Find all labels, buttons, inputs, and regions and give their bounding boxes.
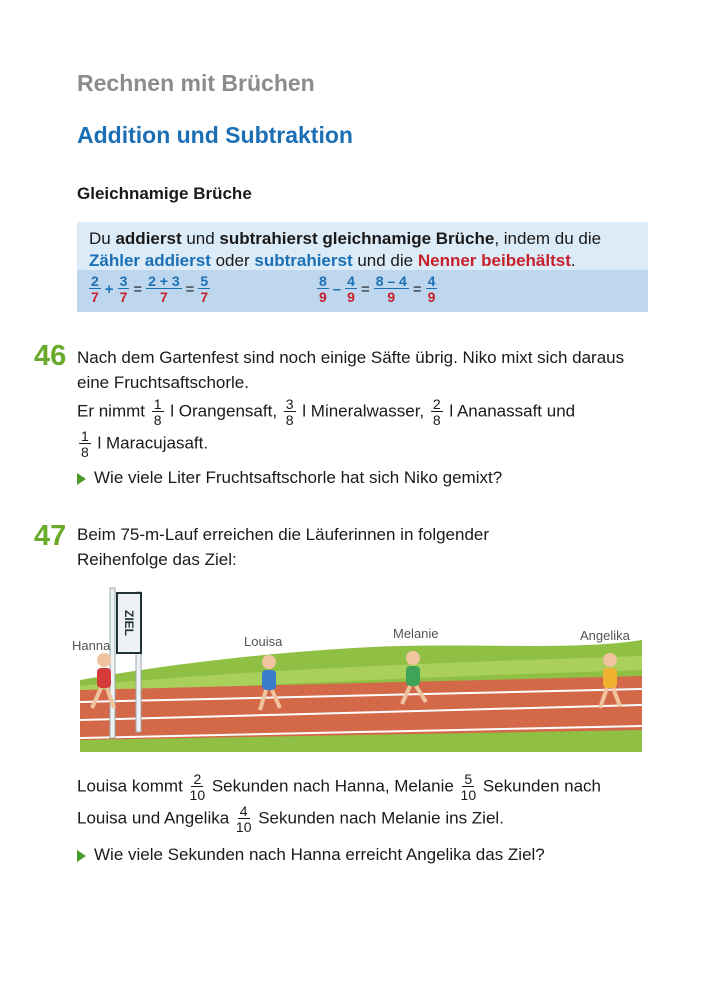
rule-text-part: oder [210,251,255,270]
fraction [198,274,210,304]
denominator: 7 [159,289,168,305]
numerator: 8 [319,273,327,289]
denominator: 7 [91,289,99,305]
fraction [146,274,182,304]
example-subtraction [315,274,439,304]
text-part: Er nimmt [77,401,150,421]
rule-text-part: subtrahierst gleichnamige Brüche [219,229,495,248]
rule-text-part: und die [352,251,418,270]
denominator: 9 [347,289,355,305]
race-illustration [70,580,650,755]
rule-text-part: addierst [115,229,182,248]
equals-sign: = [412,280,422,298]
rule-text-part: . [570,251,576,270]
text-part: Sekunden nach [478,776,601,796]
denominator: 8 [153,412,162,428]
fraction [236,804,252,834]
rule-text-part: Du [89,229,116,248]
fraction [374,274,409,304]
equals-sign: = [133,280,143,298]
numerator: 3 [119,273,128,289]
task-question [77,842,667,867]
numerator: 1 [153,396,162,412]
numerator: 3 [285,396,294,412]
example-addition [87,274,212,304]
fraction [152,397,164,427]
text-line [77,397,647,427]
denominator: 7 [200,289,209,305]
chapter-title: Addition und Subtraktion [77,122,353,148]
numerator: 1 [81,428,89,444]
finish-sign-text: ZIEL [122,610,136,636]
fraction [190,772,206,802]
numerator: 5 [200,273,209,289]
rule-text-part: subtrahierst [254,251,353,270]
rule-text-part: Zähler addierst [89,251,211,270]
text-part: l Ananassaft und [444,401,576,421]
rule-text-part: und [181,229,220,248]
denominator: 10 [189,787,206,803]
finish-sign [116,592,142,654]
fraction [79,429,91,459]
question-text: Wie viele Sekunden nach Hanna erreicht Angelika das Ziel? [94,845,545,864]
denominator: 9 [427,289,436,305]
fraction [345,274,357,304]
text-part: l Mineralwasser, [297,401,429,421]
rule-text [89,228,644,272]
numerator: 2 [193,771,202,787]
fraction [431,397,443,427]
operator: – [332,280,342,298]
task-47-intro [77,522,647,572]
task-number: 46 [34,340,67,372]
fraction [461,772,477,802]
numerator: 4 [427,273,436,289]
rule-text-part: Nenner beibehältst [417,251,571,270]
denominator: 8 [81,444,89,460]
equals-sign: = [360,280,370,298]
text-part: Sekunden nach Hanna, Melanie [207,776,459,796]
runner-label: Hanna [72,638,111,653]
task-question [77,465,647,490]
fraction [118,274,130,304]
section-title: Rechnen mit Brüchen [77,70,315,96]
question-text: Wie viele Liter Fruchtsaftschorle hat sich Niko gemixt? [94,468,503,487]
operator: + [104,280,114,298]
runner-label: Louisa [244,634,283,649]
text-part: l Maracujasaft. [92,433,209,453]
denominator: 8 [432,412,441,428]
rule-box [77,222,648,312]
subsection-title: Gleichnamige Brüche [77,184,252,203]
fraction [426,274,438,304]
runner-label: Melanie [393,626,439,641]
numerator: 2 [432,396,441,412]
arrow-icon [77,473,86,485]
text-line: Beim 75-m-Lauf erreichen die Läuferinnen in folgender [77,525,490,544]
race-track-image [70,580,650,755]
rule-text-part: , indem du die [494,229,602,248]
text-line [77,804,667,834]
task-46-text [77,345,647,490]
fraction [284,397,296,427]
arrow-icon [77,850,86,862]
task-number: 47 [34,520,67,552]
text-line [77,429,647,459]
denominator: 9 [319,289,327,305]
text-part: Sekunden nach Melanie ins Ziel. [253,808,504,828]
numerator: 2 + 3 [148,273,180,289]
equals-sign: = [185,280,195,298]
text-part: Louisa kommt [77,776,188,796]
numerator: 2 [91,273,99,289]
text-line: Nach dem Gartenfest sind noch einige Säfte übrig. Niko mixt sich daraus [77,348,625,367]
numerator: 4 [239,803,248,819]
task-47-text [77,772,667,867]
denominator: 9 [387,289,396,305]
denominator: 10 [235,819,252,835]
text-line [77,772,667,802]
fraction [317,274,329,304]
runner-label: Angelika [580,628,630,643]
text-part: l Orangensaft, [165,401,282,421]
numerator: 8 – 4 [375,273,407,289]
numerator: 5 [464,771,473,787]
text-line: eine Fruchtsaftschorle. [77,373,249,392]
denominator: 8 [285,412,294,428]
numerator: 4 [347,273,355,289]
denominator: 7 [119,289,128,305]
text-line: Reihenfolge das Ziel: [77,550,237,569]
text-part: Louisa und Angelika [77,808,234,828]
denominator: 10 [460,787,477,803]
fraction [89,274,101,304]
